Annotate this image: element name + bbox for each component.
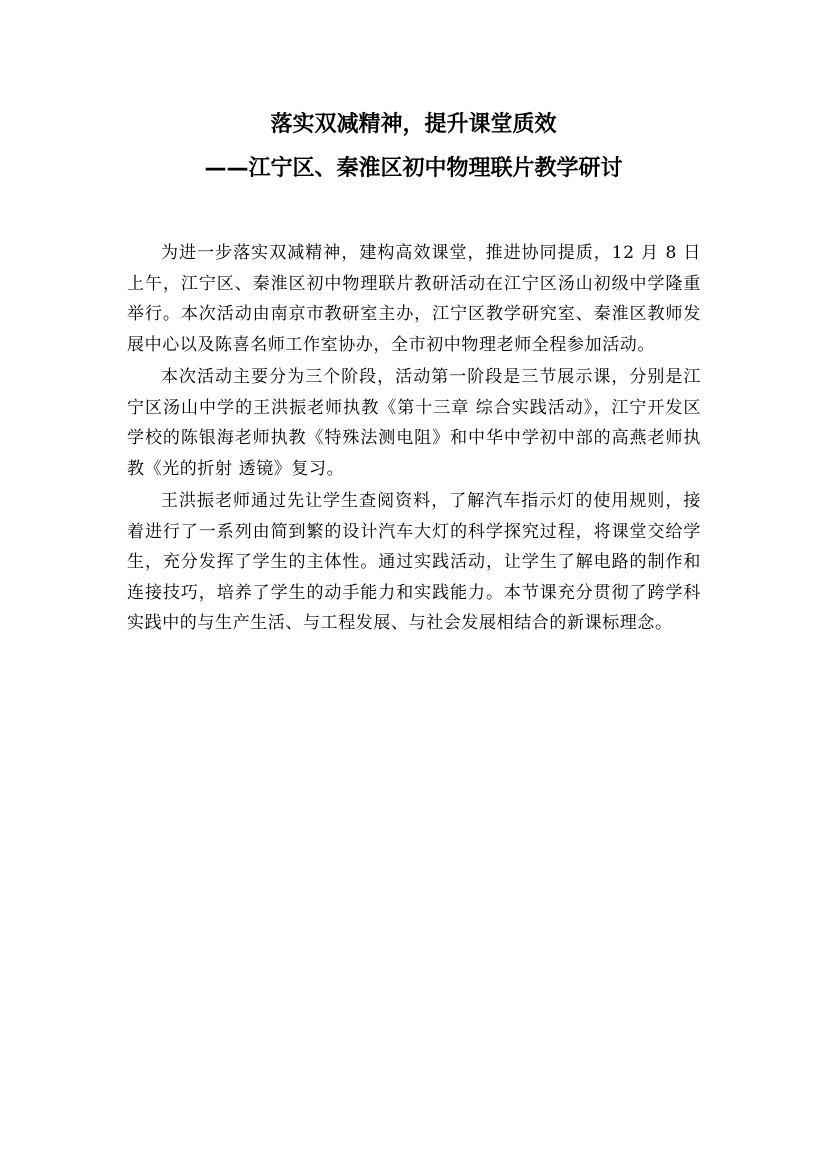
title-block [0, 106, 827, 188]
document-title: 落实双减精神，提升课堂质效 [270, 112, 557, 137]
paragraph-1: 为进一步落实双减精神，建构高效课堂，推进协同提质，12 月 8 日上午，江宁区、秦淮区初中物理联片教研活动在江宁区汤山初级中学隆重举行。本次活动由南京市教研室主办，江宁区教学研究室、秦淮区教师发展中心以及陈喜名师工作室协办，全市初中物理老师全程参加活动。 [127, 243, 701, 355]
document-subtitle: ——江宁区、秦淮区初中物理联片教学研讨 [204, 156, 623, 181]
paragraph-3: 王洪振老师通过先让学生查阅资料，了解汽车指示灯的使用规则，接着进行了一系列由简到繁的设计汽车大灯的科学探究过程，将课堂交给学生，充分发挥了学生的主体性。通过实践活动，让学生了解电路的制作和连接技巧，培养了学生的动手能力和实践能力。本节课充分贯彻了跨学科实践中的与生产生活、与工程发展、与社会发展相结合的新课标理念。 [127, 491, 701, 633]
paragraph-2: 本次活动主要分为三个阶段，活动第一阶段是三节展示课，分别是江宁区汤山中学的王洪振老师执教《第十三章 综合实践活动》，江宁开发区学校的陈银海老师执教《特殊法测电阻》和中华中学初中部的高燕老师执教《光的折射 透镜》复习。 [127, 367, 701, 479]
document-body [127, 238, 701, 641]
